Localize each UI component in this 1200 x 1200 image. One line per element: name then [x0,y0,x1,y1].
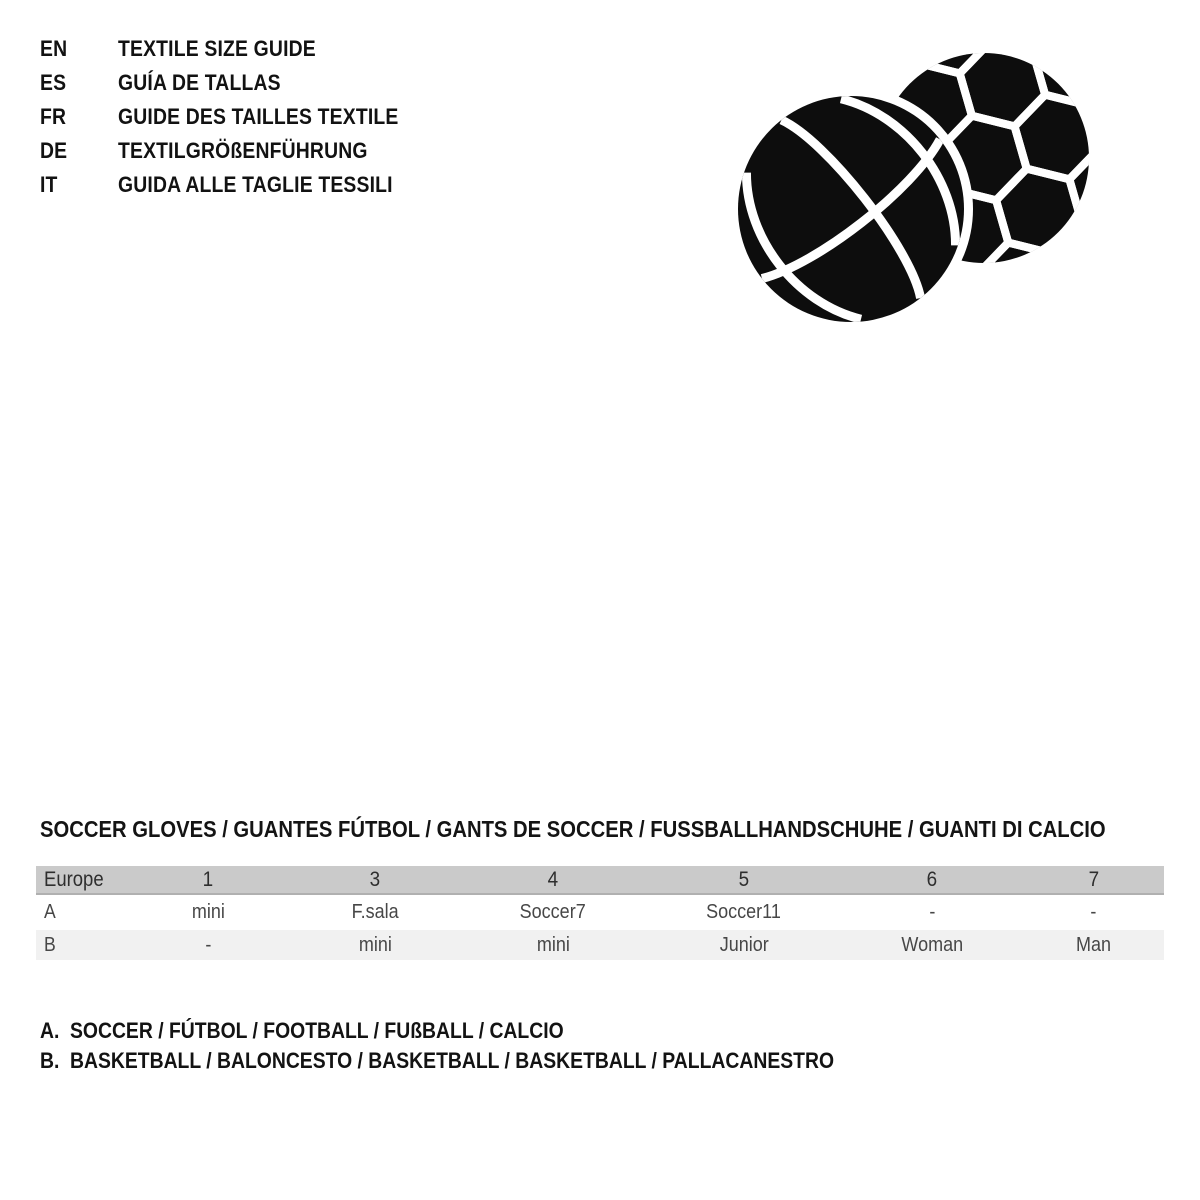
footnote-b [40,1046,938,1076]
row-label: A [36,894,126,930]
size-table-title: SOCCER GLOVES / GUANTES FÚTBOL / GANTS DE SOCCER / FUSSBALLHANDSCHUHE / GUANTI DI CALCIO [40,816,1106,842]
lang-code: FR [40,104,67,129]
footnotes [40,1016,938,1076]
header-cell-size-3: 3 [290,866,460,894]
footnote-label: B. [40,1048,60,1073]
row-label: B [36,930,126,960]
cell: mini [126,894,290,930]
cell: mini [460,930,646,960]
cell: - [126,930,290,960]
header-cell-size-1: 1 [126,866,290,894]
cell: Man [1023,930,1164,960]
cell: F.sala [290,894,460,930]
lang-row-fr [40,100,437,134]
cell: - [841,894,1023,930]
lang-row-de [40,134,437,168]
cell: Soccer11 [646,894,841,930]
lang-title: TEXTILGRÖßENFÜHRUNG [118,138,368,163]
lang-code: ES [40,70,67,95]
lang-title: TEXTILE SIZE GUIDE [118,36,316,61]
footnote-a [40,1016,938,1046]
lang-title: GUÍA DE TALLAS [118,70,281,95]
balls-illustration [728,38,1100,338]
language-title-list [40,32,437,202]
header-cell-europe: Europe [36,866,126,894]
cell: Woman [841,930,1023,960]
lang-code: IT [40,172,58,197]
cell: mini [290,930,460,960]
header-cell-size-6: 6 [841,866,1023,894]
lang-title: GUIDA ALLE TAGLIE TESSILI [118,172,393,197]
footnote-text: BASKETBALL / BALONCESTO / BASKETBALL / BASKETBALL / PALLACANESTRO [70,1048,835,1073]
lang-title: GUIDE DES TAILLES TEXTILE [118,104,399,129]
lang-code: DE [40,138,68,163]
size-table-header-row [36,866,1164,894]
lang-row-es [40,66,437,100]
cell: Soccer7 [460,894,646,930]
lang-row-it [40,168,437,202]
header-cell-size-7: 7 [1023,866,1164,894]
lang-code: EN [40,36,68,61]
lang-row-en [40,32,437,66]
table-row-a [36,894,1164,930]
cell: - [1023,894,1164,930]
size-table [36,866,1164,960]
cell: Junior [646,930,841,960]
header-cell-size-4: 4 [460,866,646,894]
table-row-b [36,930,1164,960]
footnote-label: A. [40,1018,60,1043]
footnote-text: SOCCER / FÚTBOL / FOOTBALL / FUßBALL / CALCIO [70,1018,564,1043]
header-cell-size-5: 5 [646,866,841,894]
